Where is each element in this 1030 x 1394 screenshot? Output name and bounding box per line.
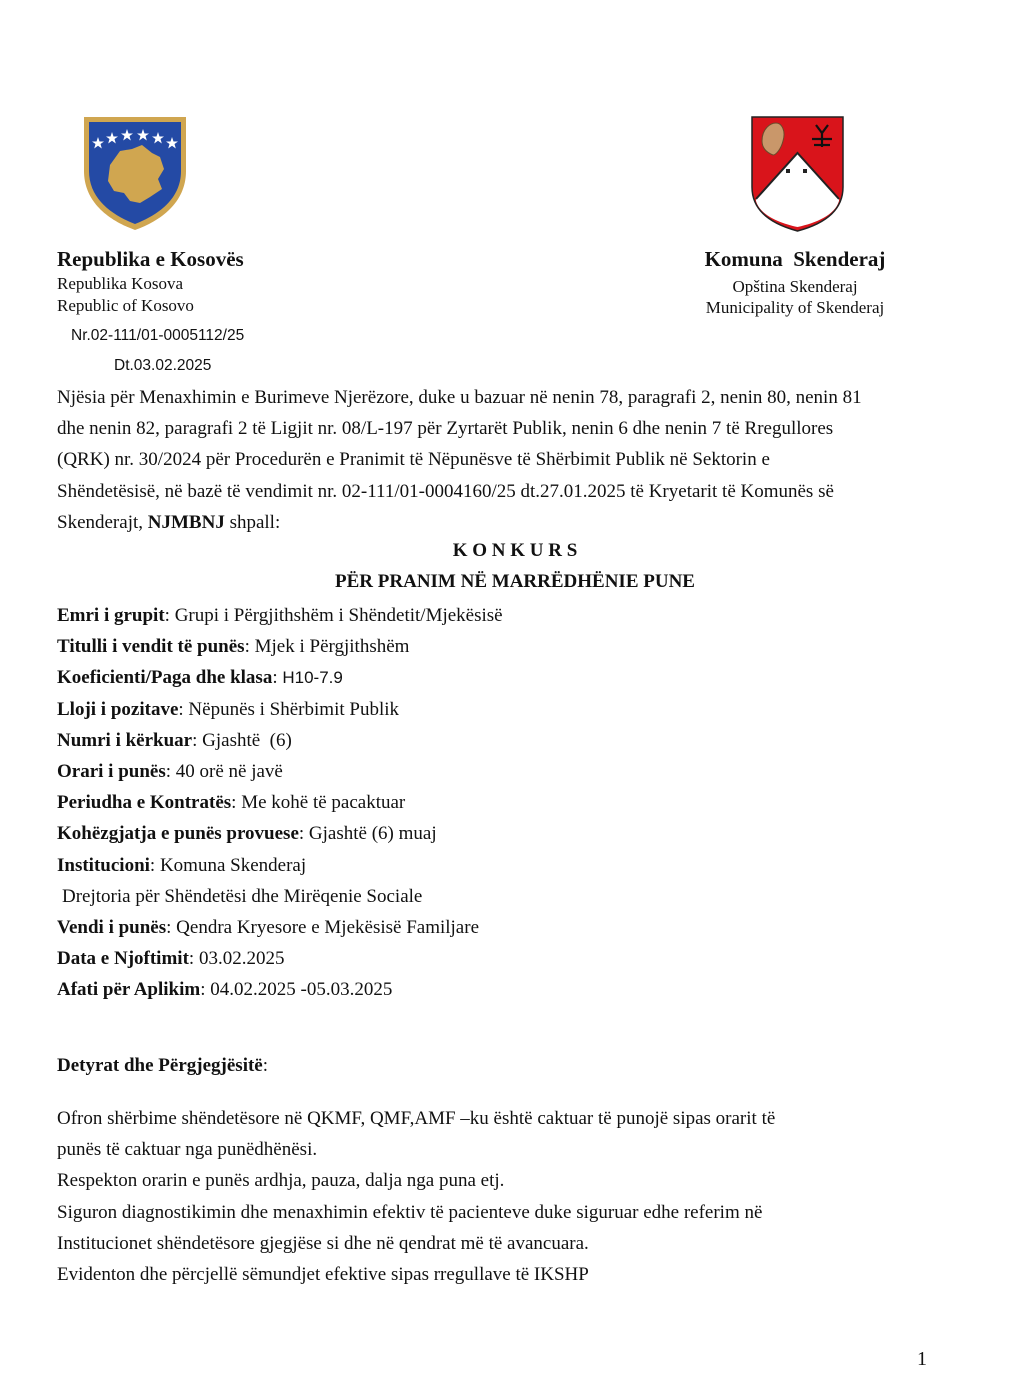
duty-line: Ofron shërbime shëndetësore në QKMF, QMF,AMF –ku është caktuar të punojë sipas orarit të	[57, 1108, 776, 1129]
field-working-hours: Orari i punës: 40 orë në javë	[57, 760, 283, 782]
intro-line: (QRK) nr. 30/2024 për Procedurën e Pranimit të Nëpunësve të Shërbimit Publik në Sektorin e	[57, 449, 770, 471]
field-contract-period: Periudha e Kontratës: Me kohë të pacaktuar	[57, 792, 406, 814]
header-left-line1: Republika Kosova	[57, 274, 184, 293]
field-position-title: Titulli i vendit të punës: Mjek i Përgjithshëm	[57, 636, 410, 658]
intro-last-line	[57, 507, 937, 538]
intro-last-suffix: shpall:	[224, 511, 281, 533]
header-left-title: Republika e Kosovës	[57, 247, 244, 271]
field-coefficient: Koeficienti/Paga dhe klasa: H10-7.9	[57, 667, 343, 689]
header-right-title: Komuna Skenderaj	[704, 247, 886, 271]
intro-last-bold: NJMBNJ	[147, 511, 225, 533]
field-probation: Kohëzgjatja e punës provuese: Gjashtë (6) muaj	[57, 823, 437, 845]
duty-line: Siguron diagnostikimin dhe menaxhimin efektiv të pacienteve duke siguruar edhe referim në	[57, 1201, 763, 1223]
header-right-line2: Municipality of Skenderaj	[705, 298, 885, 317]
notice-subtitle: PËR PRANIM NË MARRËDHËNIE PUNE	[335, 571, 695, 592]
field-directorate: Drejtoria për Shëndetësi dhe Mirëqenie Sociale	[62, 885, 423, 907]
field-institution: Institucioni: Komuna Skenderaj	[57, 854, 307, 876]
field-position-type: Lloji i pozitave: Nëpunës i Shërbimit Publik	[57, 698, 399, 720]
field-notice-date: Data e Njoftimit: 03.02.2025	[57, 948, 285, 970]
intro-last-prefix: Skenderajt,	[57, 511, 148, 533]
duties-list	[57, 1103, 937, 1290]
kosovo-coat-of-arms-icon	[80, 113, 190, 233]
duty-line: Institucionet shëndetësore gjegjëse si dhe në qendrat më të avancuara.	[57, 1232, 589, 1254]
duties-heading: Detyrat dhe Përgjegjësitë:	[57, 1055, 269, 1076]
header-right	[650, 247, 940, 318]
field-application-deadline: Afati për Aplikim: 04.02.2025 -05.03.2025	[57, 979, 393, 1001]
job-details	[57, 600, 503, 1005]
document-date: Dt.03.02.2025	[114, 357, 212, 374]
field-required-number: Numri i kërkuar: Gjashtë (6)	[57, 729, 292, 751]
duty-line: Evidenton dhe përcjellë sëmundjet efektive sipas rregullave të IKSHP	[57, 1264, 589, 1286]
page-number: 1	[917, 1348, 927, 1370]
skenderaj-coat-of-arms-icon	[750, 115, 845, 233]
notice-title: K O N K U R S	[452, 540, 578, 561]
duty-line: punës të caktuar nga punëdhënësi.	[57, 1139, 318, 1161]
reference-number: Nr.02-111/01-0005112/25	[71, 327, 245, 344]
field-group-name: Emri i grupit: Grupi i Përgjithshëm i Shëndetit/Mjekësisë	[57, 605, 503, 626]
intro-line: Shëndetësisë, në bazë të vendimit nr. 02-111/01-0004160/25 dt.27.01.2025 të Kryetarit të Komunës së	[57, 480, 834, 502]
duty-line: Respekton orarin e punës ardhja, pauza, dalja nga puna etj.	[57, 1170, 505, 1192]
field-workplace: Vendi i punës: Qendra Kryesore e Mjekësisë Familjare	[57, 916, 480, 938]
header-right-line1: Opština Skenderaj	[732, 277, 858, 296]
intro-line: Njësia për Menaxhimin e Burimeve Njerëzore, duke u bazuar në nenin 78, paragrafi 2, nenin 80, nenin 81	[57, 387, 862, 408]
header-left-line2: Republic of Kosovo	[57, 296, 194, 315]
intro-paragraph	[57, 382, 937, 538]
intro-line: dhe nenin 82, paragrafi 2 të Ligjit nr. 08/L-197 për Zyrtarët Publik, nenin 6 dhe nenin 7 të Rregullores	[57, 418, 834, 440]
